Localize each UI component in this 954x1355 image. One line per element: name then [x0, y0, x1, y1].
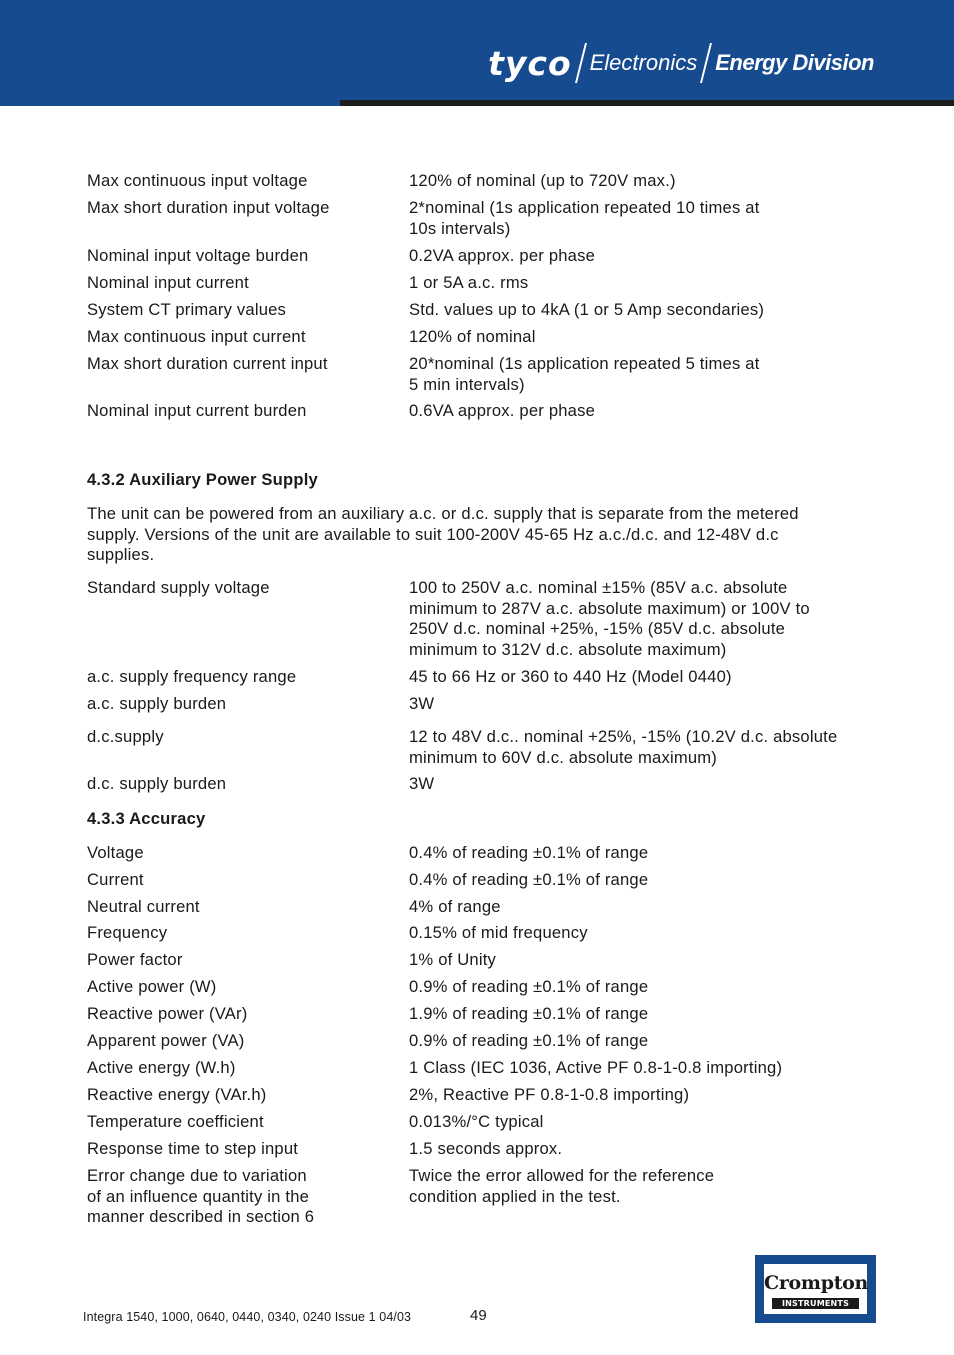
spec-label: Max short duration input voltage — [87, 198, 330, 217]
spec-label: Max short duration current input — [87, 354, 328, 373]
spec-label: Standard supply voltage — [87, 578, 270, 597]
spec-value: 120% of nominal (up to 720V max.) — [409, 171, 676, 190]
spec-label: Response time to step input — [87, 1139, 299, 1158]
spec-label: Nominal input voltage burden — [87, 246, 309, 265]
spec-label: Frequency — [87, 923, 168, 942]
spec-value: 12 to 48V d.c.. nominal +25%, -15% (10.2V d.c. absolute minimum to 60V d.c. absolute maximum) — [409, 727, 838, 767]
spec-label: Current — [87, 870, 144, 889]
spec-value: 120% of nominal — [409, 327, 536, 346]
spec-value: 2%, Reactive PF 0.8-1-0.8 importing) — [409, 1085, 690, 1104]
crompton-logo-word: Crompton — [764, 1272, 869, 1294]
spec-value: 0.4% of reading ±0.1% of range — [409, 870, 649, 889]
spec-value: 3W — [409, 694, 435, 713]
spec-value: 0.9% of reading ±0.1% of range — [409, 1031, 649, 1050]
spec-value: 1.9% of reading ±0.1% of range — [409, 1004, 649, 1023]
spec-value: 45 to 66 Hz or 360 to 440 Hz (Model 0440) — [409, 667, 732, 686]
brand-divider — [575, 43, 587, 83]
spec-label: a.c. supply burden — [87, 694, 227, 713]
spec-value: 1 Class (IEC 1036, Active PF 0.8-1-0.8 importing) — [409, 1058, 783, 1077]
spec-label: d.c. supply burden — [87, 774, 227, 793]
spec-value: 1 or 5A a.c. rms — [409, 273, 529, 292]
brand-tyco: tyco — [488, 43, 572, 83]
footer-text: Integra 1540, 1000, 0640, 0440, 0340, 0240 Issue 1 04/03 — [83, 1310, 412, 1324]
spec-value: 0.9% of reading ±0.1% of range — [409, 977, 649, 996]
crompton-logo — [755, 1255, 876, 1323]
spec-value: 20*nominal (1s application repeated 5 times at 5 min intervals) — [409, 354, 760, 394]
spec-value: 0.4% of reading ±0.1% of range — [409, 843, 649, 862]
brand-division: Energy Division — [715, 50, 874, 75]
brand-electronics: Electronics — [589, 50, 698, 75]
spec-value: 0.2VA approx. per phase — [409, 246, 596, 265]
spec-label: Apparent power (VA) — [87, 1031, 245, 1050]
spec-value: 100 to 250V a.c. nominal ±15% (85V a.c. absolute minimum to 287V a.c. absolute maximum) or 100V to 250V d.c. nominal +25%, -15% (85V d.c. absolute minimum to 312V d.c. absolute maximum) — [409, 578, 810, 659]
section-heading-accuracy: 4.3.3 Accuracy — [87, 809, 206, 828]
spec-value: Twice the error allowed for the reference condition applied in the test. — [409, 1166, 715, 1206]
spec-value: 2*nominal (1s application repeated 10 times at 10s intervals) — [409, 198, 760, 238]
spec-value: 3W — [409, 774, 435, 793]
spec-label: System CT primary values — [87, 300, 287, 319]
section-heading-aux: 4.3.2 Auxiliary Power Supply — [87, 470, 318, 489]
spec-value: 1.5 seconds approx. — [409, 1139, 563, 1158]
spec-label: Reactive power (VAr) — [87, 1004, 248, 1023]
spec-label: a.c. supply frequency range — [87, 667, 297, 686]
spec-label: Power factor — [87, 950, 183, 969]
spec-value: 1% of Unity — [409, 950, 497, 969]
crompton-logo-inner — [764, 1264, 867, 1314]
spec-label: Nominal input current burden — [87, 401, 307, 420]
spec-label: Active energy (W.h) — [87, 1058, 236, 1077]
spec-value: 4% of range — [409, 897, 501, 916]
spec-value: 0.15% of mid frequency — [409, 923, 588, 942]
spec-label: Active power (W) — [87, 977, 217, 996]
crompton-logo-band: INSTRUMENTS — [772, 1298, 859, 1309]
aux-intro-paragraph: The unit can be powered from an auxiliary a.c. or d.c. supply that is separate from the metered supply. Versions of the unit are available to suit 100-200V 45-65 Hz a.c./d.c. and 12-48V d.c supplies. — [87, 504, 799, 564]
spec-label: Temperature coefficient — [87, 1112, 264, 1131]
spec-label: Reactive energy (VAr.h) — [87, 1085, 267, 1104]
spec-label: Nominal input current — [87, 273, 249, 292]
spec-label: Max continuous input current — [87, 327, 306, 346]
spec-value: 0.013%/°C typical — [409, 1112, 544, 1131]
spec-label: Error change due to variation of an influence quantity in the manner described in section 6 — [87, 1166, 315, 1226]
page-number: 49 — [470, 1307, 487, 1324]
spec-label: Voltage — [87, 843, 144, 862]
spec-label: d.c.supply — [87, 727, 164, 746]
spec-label: Max continuous input voltage — [87, 171, 308, 190]
spec-value: Std. values up to 4kA (1 or 5 Amp secondaries) — [409, 300, 765, 319]
brand-divider — [700, 43, 712, 83]
spec-label: Neutral current — [87, 897, 200, 916]
header-rule — [340, 100, 954, 106]
spec-value: 0.6VA approx. per phase — [409, 401, 596, 420]
brand-logo — [488, 40, 874, 86]
